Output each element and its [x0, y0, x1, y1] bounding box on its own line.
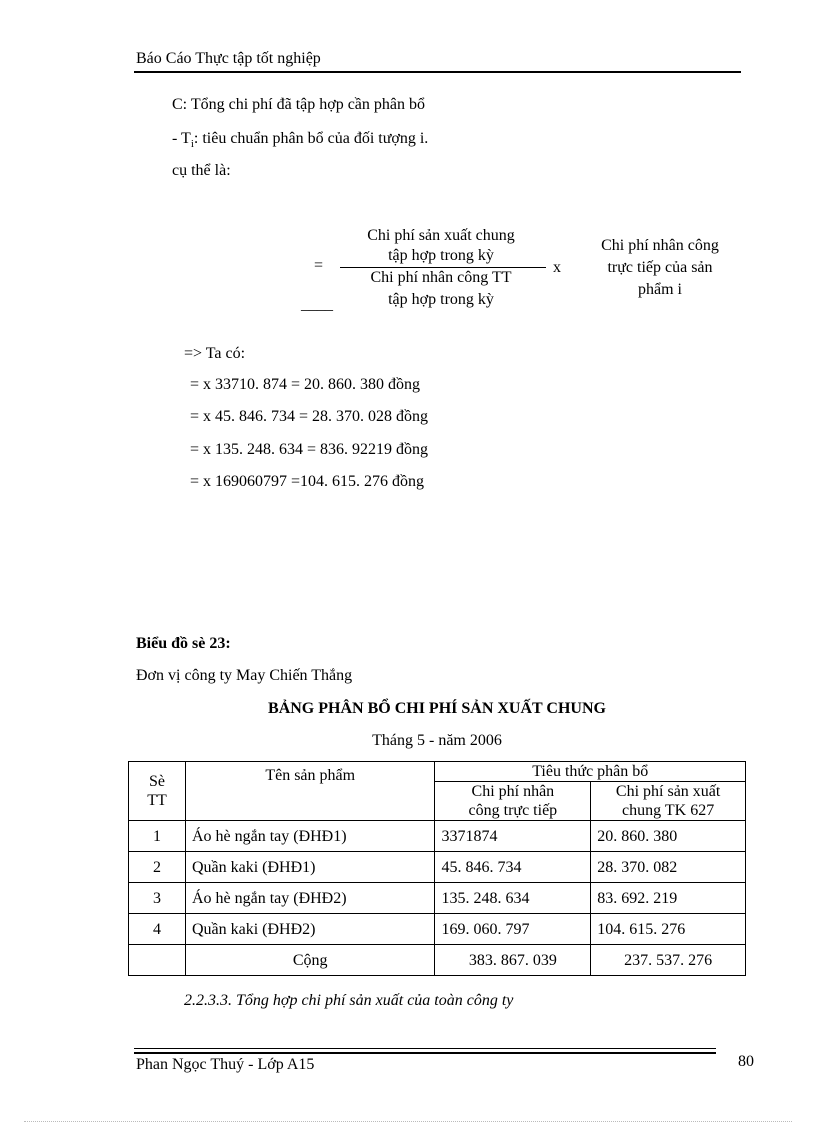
total-overhead-cost: 237. 537. 276 — [591, 945, 746, 976]
row-labor-cost: 135. 248. 634 — [435, 883, 591, 914]
intro-line-2 — [172, 130, 428, 150]
calc-line: = x 169060797 =104. 615. 276 đồng — [190, 473, 425, 490]
total-no-empty — [129, 945, 186, 976]
row-no: 1 — [129, 821, 186, 852]
row-no: 3 — [129, 883, 186, 914]
row-no: 2 — [129, 852, 186, 883]
row-product-name: Áo hè ngắn tay (ĐHĐ1) — [185, 821, 435, 852]
header-no-line-2: TT — [147, 792, 167, 809]
footer-rule-thick — [134, 1052, 716, 1054]
row-no: 4 — [129, 914, 186, 945]
chart-label: Biểu đồ sè 23: — [136, 635, 231, 652]
table-total-row — [129, 945, 746, 976]
formula-denominator-line-2: tập hợp trong kỳ — [388, 291, 494, 308]
formula-blank: ____ — [301, 296, 333, 313]
header-overhead-line-1: Chi phí sản xuất — [615, 783, 721, 800]
row-labor-cost: 3371874 — [435, 821, 591, 852]
formula-times: x — [553, 259, 561, 276]
total-label: Cộng — [185, 945, 435, 976]
formula-equals: = — [314, 257, 324, 274]
formula-right-line-3: phẩm i — [638, 281, 682, 298]
formula-numerator-line-1: Chi phí sản xuất chung — [367, 227, 515, 244]
header-rule — [134, 71, 741, 73]
row-overhead-cost: 28. 370. 082 — [591, 852, 746, 883]
company-unit: Đơn vị công ty May Chiến Thắng — [136, 667, 353, 684]
intro-line-2-prefix: - T — [172, 130, 191, 147]
intro-line-2-subscript: i — [190, 138, 194, 151]
row-overhead-cost: 20. 860. 380 — [591, 821, 746, 852]
table-header-row — [129, 762, 746, 782]
intro-line-1: C: Tổng chi phí đã tập hợp cần phân bổ — [172, 96, 426, 113]
page-bottom-dotted-line — [24, 1121, 792, 1122]
header-group-cell: Tiêu thức phân bổ — [435, 762, 746, 782]
formula-fraction-bar — [340, 267, 546, 268]
table-row — [129, 852, 746, 883]
section-caption: 2.2.3.3. Tổng hợp chi phí sản xuất của toàn công ty — [184, 992, 514, 1009]
footer-rule-thin — [134, 1048, 716, 1049]
intro-line-2-rest: : tiêu chuẩn phân bổ của đối tượng i. — [193, 130, 429, 147]
table-row — [129, 914, 746, 945]
header-name-cell: Tên sản phẩm — [185, 762, 435, 821]
footer-author: Phan Ngọc Thuý - Lớp A15 — [136, 1056, 315, 1073]
calc-line: = x 135. 248. 634 = 836. 92219 đồng — [190, 441, 429, 458]
row-product-name: Quần kaki (ĐHĐ1) — [185, 852, 435, 883]
table-title: BẢNG PHÂN BỔ CHI PHÍ SẢN XUẤT CHUNG — [268, 700, 606, 717]
row-product-name: Quần kaki (ĐHĐ2) — [185, 914, 435, 945]
calc-line: = x 33710. 874 = 20. 860. 380 đồng — [190, 376, 421, 393]
header-overhead-line-2: chung TK 627 — [622, 802, 715, 819]
formula-denominator-line-1: Chi phí nhân công TT — [370, 269, 512, 286]
table-row — [129, 821, 746, 852]
table-row — [129, 883, 746, 914]
row-labor-cost: 45. 846. 734 — [435, 852, 591, 883]
formula-right-line-1: Chi phí nhân công — [601, 237, 719, 254]
page-header-title: Báo Cáo Thực tập tốt nghiệp — [136, 50, 321, 67]
header-no-line-1: Sè — [148, 773, 165, 790]
header-labor-line-1: Chi phí nhân — [471, 783, 555, 800]
header-overhead-cell — [591, 782, 746, 821]
formula-numerator-line-2: tập hợp trong kỳ — [388, 247, 494, 264]
row-overhead-cost: 83. 692. 219 — [591, 883, 746, 914]
row-labor-cost: 169. 060. 797 — [435, 914, 591, 945]
page-number: 80 — [738, 1053, 754, 1070]
header-labor-cell — [435, 782, 591, 821]
header-no-cell — [129, 762, 186, 821]
row-overhead-cost: 104. 615. 276 — [591, 914, 746, 945]
header-labor-line-2: công trực tiếp — [468, 802, 558, 819]
allocation-table — [128, 761, 746, 976]
formula-right-line-2: trực tiếp của sản — [607, 259, 713, 276]
row-product-name: Áo hè ngắn tay (ĐHĐ2) — [185, 883, 435, 914]
calc-lead: => Ta có: — [184, 345, 246, 362]
total-labor-cost: 383. 867. 039 — [435, 945, 591, 976]
table-period: Tháng 5 - năm 2006 — [372, 732, 502, 749]
intro-line-3: cụ thể là: — [172, 162, 231, 179]
calc-line: = x 45. 846. 734 = 28. 370. 028 đồng — [190, 408, 429, 425]
